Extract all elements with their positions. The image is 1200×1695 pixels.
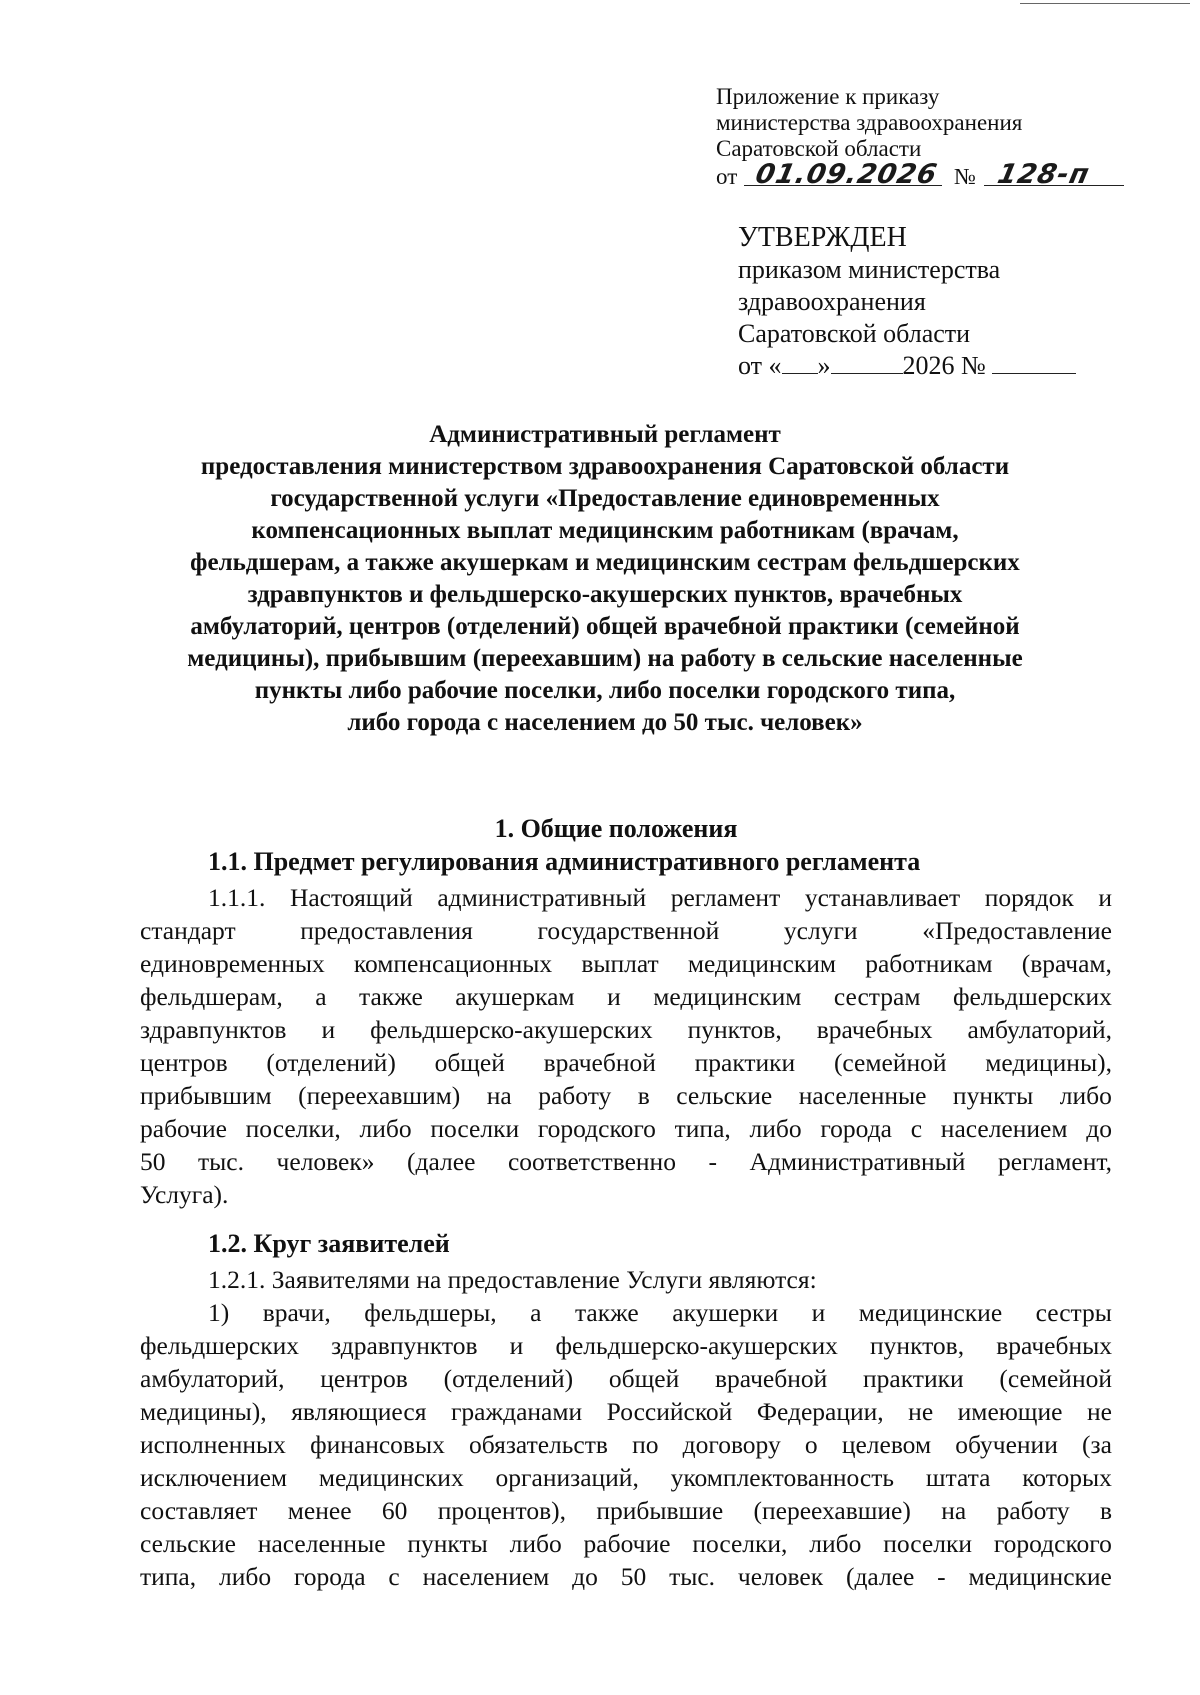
approved-line-4: Саратовской области bbox=[738, 319, 971, 348]
paragraph-line: центров (отделений) общей врачебной практики (семейной медицины), bbox=[140, 1048, 1112, 1077]
paragraph-line: 1.1.1. Настоящий административный регламент устанавливает порядок и bbox=[208, 883, 1112, 912]
approved-year: 2026 № bbox=[902, 351, 986, 380]
approved-date-prefix: от « bbox=[738, 351, 782, 380]
title-line: пункты либо рабочие поселки, либо поселки городского типа, bbox=[254, 677, 956, 704]
handwritten-date: 01.09.2026 bbox=[752, 159, 941, 190]
title-line: медицины), прибывшим (переехавшим) на работу в сельские населенные bbox=[187, 645, 1023, 672]
handwritten-number: 128-п bbox=[994, 159, 1093, 190]
paragraph-line: здравпунктов и фельдшерско-акушерских пунктов, врачебных амбулаторий, bbox=[140, 1015, 1112, 1044]
title-line: компенсационных выплат медицинским работникам (врачам, bbox=[251, 517, 959, 544]
day-blank bbox=[782, 351, 818, 374]
paragraph-line: рабочие поселки, либо поселки городского типа, либо города с населением до bbox=[140, 1114, 1112, 1143]
document-title bbox=[120, 419, 1090, 739]
subsection-heading: 1.1. Предмет регулирования административного регламента bbox=[208, 847, 921, 876]
paragraph-line: фельдшерских здравпунктов и фельдшерско-акушерских пунктов, врачебных bbox=[140, 1331, 1112, 1360]
title-line: Административный регламент bbox=[429, 421, 781, 448]
title-line: фельдшерам, а также акушеркам и медицинским сестрам фельдшерских bbox=[190, 549, 1020, 576]
paragraph-line: исключением медицинских организаций, укомплектованность штата которых bbox=[140, 1463, 1112, 1492]
approved-line-3: здравоохранения bbox=[738, 287, 926, 316]
paragraph-line: медицины), являющиеся гражданами Российской Федерации, не имеющие не bbox=[140, 1397, 1112, 1426]
paragraph-line: составляет менее 60 процентов), прибывшие (переехавшие) на работу в bbox=[140, 1496, 1112, 1525]
approved-block bbox=[738, 222, 1158, 382]
paragraph-line: сельские населенные пункты либо рабочие поселки, либо поселки городского bbox=[140, 1529, 1112, 1558]
from-label: от bbox=[716, 164, 738, 189]
title-line: амбулаторий, центров (отделений) общей врачебной практики (семейной bbox=[190, 613, 1020, 640]
paragraph-line: фельдшерам, а также акушеркам и медицинским сестрам фельдшерских bbox=[140, 982, 1112, 1011]
approved-date-row bbox=[738, 350, 1158, 382]
section-heading: 1. Общие положения bbox=[494, 814, 738, 843]
paragraph-line: 1) врачи, фельдшеры, а также акушерки и медицинские сестры bbox=[208, 1298, 1112, 1327]
appendix-line-3: Саратовской области bbox=[716, 136, 922, 161]
approved-line-2: приказом министерства bbox=[738, 255, 1001, 284]
paragraph-1-1-1 bbox=[140, 881, 1112, 1211]
paragraph-line: 1.2.1. Заявителями на предоставление Услуги являются: bbox=[208, 1265, 817, 1294]
approved-number-blank bbox=[992, 351, 1076, 374]
paragraph-1-2-1 bbox=[140, 1263, 1112, 1593]
approved-date-mid: » bbox=[817, 351, 831, 380]
title-line: здравпунктов и фельдшерско-акушерских пунктов, врачебных bbox=[247, 581, 963, 608]
paragraph-line: 50 тыс. человек» (далее соответственно - Административный регламент, bbox=[140, 1147, 1112, 1176]
approved-heading: УТВЕРЖДЕН bbox=[738, 222, 907, 253]
scan-edge-line bbox=[1020, 3, 1190, 4]
appendix-line-2: министерства здравоохранения bbox=[716, 110, 1023, 135]
paragraph-line: исполненных финансовых обязательств по договору о целевом обучении (за bbox=[140, 1430, 1112, 1459]
paragraph-line: Услуга). bbox=[140, 1180, 229, 1209]
title-line: государственной услуги «Предоставление единовременных bbox=[270, 485, 940, 512]
appendix-block bbox=[716, 84, 1156, 192]
paragraph-line: прибывшим (переехавшим) на работу в сельские населенные пункты либо bbox=[140, 1081, 1112, 1110]
paragraph-line: единовременных компенсационных выплат медицинским работникам (врачам, bbox=[140, 949, 1112, 978]
title-line: предоставления министерством здравоохранения Саратовской области bbox=[200, 453, 1010, 480]
paragraph-line: типа, либо города с населением до 50 тыс. человек (далее - медицинские bbox=[140, 1562, 1112, 1591]
appendix-date-row bbox=[716, 159, 1156, 192]
paragraph-line: амбулаторий, центров (отделений) общей врачебной практики (семейной bbox=[140, 1364, 1112, 1393]
appendix-line-1: Приложение к приказу bbox=[716, 84, 940, 109]
subsection-heading: 1.2. Круг заявителей bbox=[208, 1229, 450, 1258]
month-blank bbox=[831, 351, 903, 374]
number-label: № bbox=[954, 164, 976, 189]
paragraph-line: стандарт предоставления государственной услуги «Предоставление bbox=[140, 916, 1112, 945]
title-line: либо города с населением до 50 тыс. человек» bbox=[347, 709, 863, 736]
